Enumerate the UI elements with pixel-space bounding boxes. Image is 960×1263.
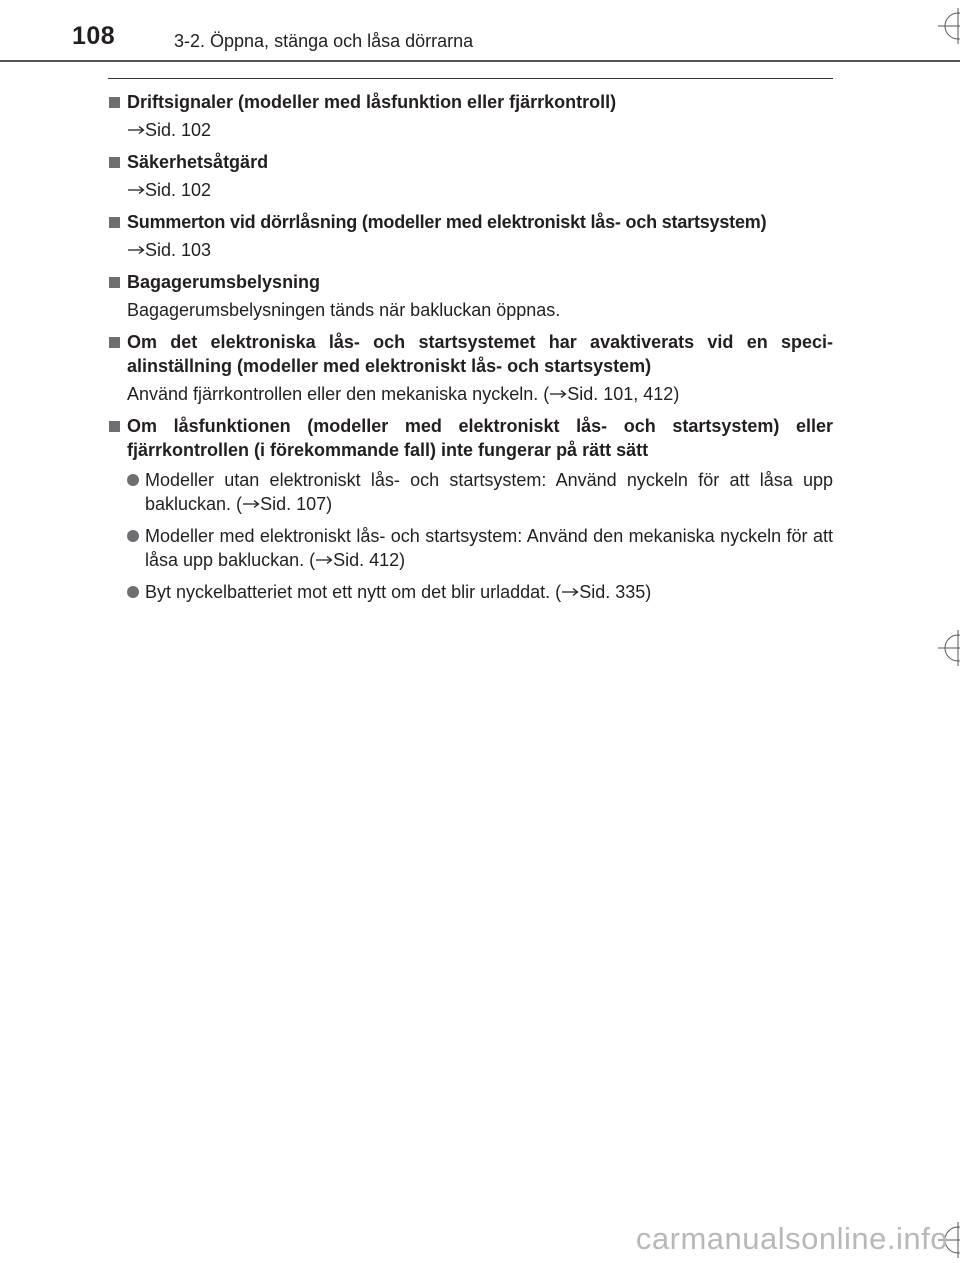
- page-number: 108: [72, 22, 116, 50]
- chapter-title: 3-2. Öppna, stänga och låsa dörrarna: [174, 31, 474, 51]
- page-reference: [108, 118, 833, 142]
- page-reference: [108, 238, 833, 262]
- section-heading: [108, 414, 833, 462]
- page-reference: [108, 178, 833, 202]
- bullet-text-after: ): [645, 582, 652, 602]
- bullet-text-after: ): [399, 550, 406, 570]
- circle-bullet-icon: [127, 474, 139, 486]
- heading-text: Om det elektroniska lås- och startsystemet har avaktiverats vid en speci-alinställning (modeller med elektroniskt lås- och startsystem): [127, 332, 833, 376]
- section-heading: [108, 210, 833, 234]
- section-lasfunktion-fel: [108, 414, 833, 604]
- arrow-right-icon: [549, 389, 567, 399]
- reference-text[interactable]: Sid. 102: [145, 120, 212, 140]
- reference-text[interactable]: Sid. 102: [145, 180, 212, 200]
- arrow-right-icon: [127, 125, 145, 135]
- heading-text: Driftsignaler (modeller med låsfunktion eller fjärrkontroll): [127, 92, 617, 112]
- list-item: [108, 524, 833, 572]
- square-bullet-icon: [109, 277, 120, 288]
- section-heading: [108, 270, 833, 294]
- circle-bullet-icon: [127, 586, 139, 598]
- reference-text[interactable]: Sid. 103: [145, 240, 212, 260]
- section-body-text: [108, 382, 833, 406]
- arrow-right-icon: [127, 245, 145, 255]
- circle-bullet-icon: [127, 530, 139, 542]
- bullet-list: [108, 468, 833, 604]
- heading-text: Säkerhetsåtgärd: [127, 152, 269, 172]
- section-avaktiverat-system: [108, 330, 833, 406]
- header-rule: [0, 60, 960, 62]
- square-bullet-icon: [109, 97, 120, 108]
- page-content: [108, 90, 833, 612]
- arrow-right-icon: [315, 555, 333, 565]
- page-header: [0, 0, 960, 62]
- list-item: [108, 580, 833, 604]
- bullet-text-after: ): [326, 494, 333, 514]
- reference-text[interactable]: Sid. 335: [579, 582, 646, 602]
- heading-text: Bagagerumsbelysning: [127, 272, 321, 292]
- section-heading: [108, 90, 833, 114]
- section-driftsignaler: [108, 90, 833, 142]
- reference-text[interactable]: Sid. 101, 412: [567, 384, 674, 404]
- section-heading: [108, 330, 833, 378]
- arrow-right-icon: [127, 185, 145, 195]
- section-bagagerumsbelysning: [108, 270, 833, 322]
- body-text-before: Använd fjärrkontrollen eller den mekaniska nyckeln. (: [127, 384, 550, 404]
- square-bullet-icon: [109, 157, 120, 168]
- content-top-rule: [108, 78, 833, 79]
- section-body-text: Bagagerumsbelysningen tänds när bakluckan öppnas.: [127, 300, 561, 320]
- watermark: carmanualsonline.info: [635, 1221, 948, 1256]
- square-bullet-icon: [109, 421, 120, 432]
- registration-mark-top: [938, 8, 960, 44]
- list-item: [108, 468, 833, 516]
- heading-text: Summerton vid dörrlåsning (modeller med elektroniskt lås- och startsystem): [127, 212, 767, 232]
- bullet-text-before: Byt nyckelbatteriet mot ett nytt om det blir urladdat. (: [145, 582, 562, 602]
- bullet-text-before: Modeller med elektroniskt lås- och startsystem: Använd den mekaniska nyckeln för att låsa upp bakluckan. (: [145, 526, 833, 570]
- section-summerton: [108, 210, 833, 262]
- heading-text: Om låsfunktionen (modeller med elektroniskt lås- och startsystem) eller fjärrkontrollen (i förekommande fall) inte fungerar på rätt sätt: [127, 416, 833, 460]
- bullet-text-before: Modeller utan elektroniskt lås- och startsystem: Använd nyckeln för att låsa upp bakluckan. (: [145, 470, 833, 514]
- square-bullet-icon: [109, 337, 120, 348]
- section-heading: [108, 150, 833, 174]
- arrow-right-icon: [561, 587, 579, 597]
- registration-mark-middle: [938, 630, 960, 666]
- reference-text[interactable]: Sid. 107: [260, 494, 327, 514]
- section-sakerhetsatgard: [108, 150, 833, 202]
- body-text-after: ): [673, 384, 680, 404]
- arrow-right-icon: [242, 499, 260, 509]
- square-bullet-icon: [109, 217, 120, 228]
- reference-text[interactable]: Sid. 412: [333, 550, 400, 570]
